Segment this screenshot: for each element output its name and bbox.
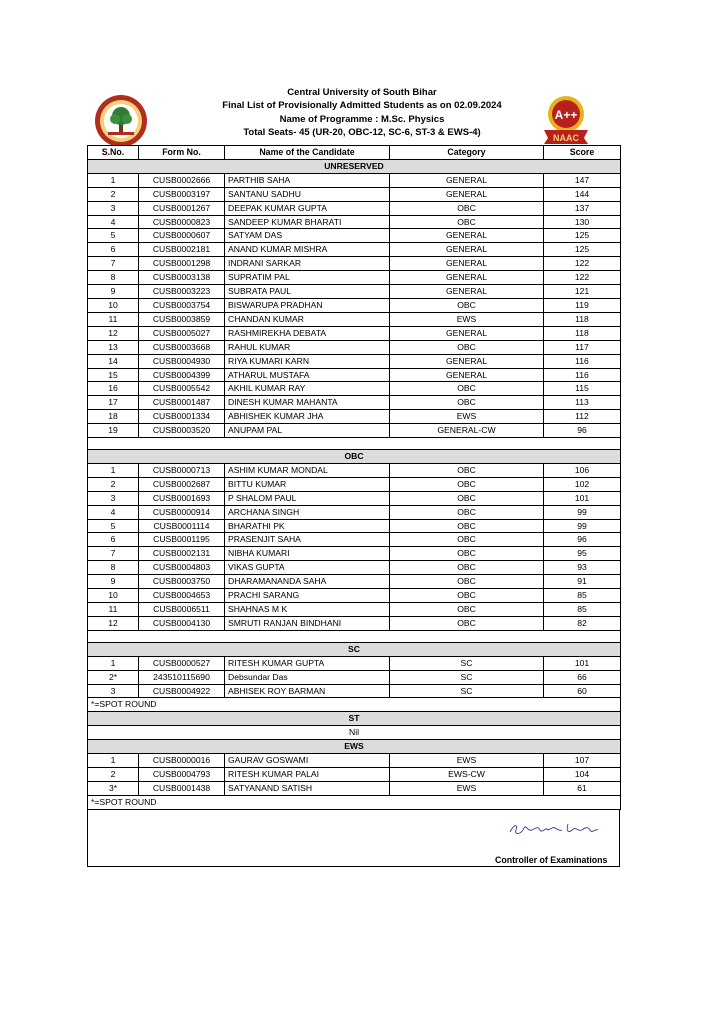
cell-name: AKHIL KUMAR RAY [225,382,390,396]
cell-form-no: CUSB0003223 [139,285,225,299]
table-row [88,215,621,229]
table-row [88,382,621,396]
table-row [88,533,621,547]
table-row [88,424,621,438]
cell-sno: 9 [88,575,139,589]
cell-name: INDRANI SARKAR [225,257,390,271]
cell-form-no: CUSB0006511 [139,603,225,617]
cell-score: 107 [544,754,621,768]
cell-category: OBC [390,616,544,630]
cell-category: GENERAL [390,187,544,201]
cell-form-no: CUSB0003520 [139,424,225,438]
cell-name: ARCHANA SINGH [225,505,390,519]
cell-score: 61 [544,781,621,795]
nil-cell: Nil [88,726,621,740]
cell-category: GENERAL [390,229,544,243]
cell-name: SATYAM DAS [225,229,390,243]
col-score: Score [544,146,621,160]
cell-form-no: CUSB0003750 [139,575,225,589]
cell-form-no: CUSB0002181 [139,243,225,257]
table-row [88,767,621,781]
spot-round-note: *=SPOT ROUND [88,795,621,809]
cell-form-no: CUSB0004803 [139,561,225,575]
table-row [88,229,621,243]
cell-category: OBC [390,201,544,215]
cell-form-no: CUSB0000527 [139,656,225,670]
cell-score: 119 [544,298,621,312]
cell-category: GENERAL [390,285,544,299]
cell-sno: 3 [88,684,139,698]
cell-category: GENERAL [390,257,544,271]
cell-category: OBC [390,561,544,575]
cell-score: 101 [544,656,621,670]
cell-score: 104 [544,767,621,781]
cell-name: VIKAS GUPTA [225,561,390,575]
cell-score: 85 [544,589,621,603]
cell-form-no: CUSB0000914 [139,505,225,519]
cell-name: RASHMIREKHA DEBATA [225,326,390,340]
cell-score: 130 [544,215,621,229]
cell-name: SMRUTI RANJAN BINDHANI [225,616,390,630]
naac-label: NAAC [553,133,579,143]
cell-sno: 7 [88,547,139,561]
table-row [88,354,621,368]
cell-name: P SHALOM PAUL [225,491,390,505]
naac-grade: A++ [554,108,578,122]
table-row [88,726,621,740]
cell-name: ABHISHEK KUMAR JHA [225,410,390,424]
cell-form-no: CUSB0001693 [139,491,225,505]
cell-name: SANTANU SADHU [225,187,390,201]
table-row [88,684,621,698]
cell-category: SC [390,656,544,670]
table-row [88,463,621,477]
cell-name: DINESH KUMAR MAHANTA [225,396,390,410]
cell-score: 96 [544,424,621,438]
cell-sno: 11 [88,603,139,617]
table-row [88,326,621,340]
cell-form-no: CUSB0001487 [139,396,225,410]
cell-form-no: CUSB0003668 [139,340,225,354]
cell-name: PRASENJIT SAHA [225,533,390,547]
cell-category: EWS [390,781,544,795]
cell-form-no: CUSB0004922 [139,684,225,698]
cell-sno: 5 [88,519,139,533]
cell-sno: 7 [88,257,139,271]
spot-round-note: *=SPOT ROUND [88,698,621,712]
table-header-row [88,146,621,160]
cell-score: 115 [544,382,621,396]
section-title: UNRESERVED [88,159,621,173]
cell-form-no: CUSB0003197 [139,187,225,201]
cell-score: 101 [544,491,621,505]
cell-form-no: CUSB0002666 [139,173,225,187]
cell-category: GENERAL [390,173,544,187]
section-title: EWS [88,740,621,754]
table-row [88,271,621,285]
cell-score: 96 [544,533,621,547]
cell-score: 122 [544,257,621,271]
section-title: SC [88,642,621,656]
cell-category: OBC [390,547,544,561]
cell-category: OBC [390,340,544,354]
cell-name: ATHARUL MUSTAFA [225,368,390,382]
cell-score: 147 [544,173,621,187]
cell-score: 118 [544,326,621,340]
cell-form-no: CUSB0000016 [139,754,225,768]
cell-sno: 8 [88,271,139,285]
cell-name: DEEPAK KUMAR GUPTA [225,201,390,215]
table-row [88,243,621,257]
cell-category: OBC [390,382,544,396]
programme-name: Name of Programme : M.Sc. Physics [279,113,445,125]
section-header-row [88,740,621,754]
cell-form-no: CUSB0004653 [139,589,225,603]
cell-score: 125 [544,229,621,243]
table-body [88,159,621,809]
table-row [88,410,621,424]
table-row [88,285,621,299]
university-logo [94,94,148,148]
cell-name: SUBRATA PAUL [225,285,390,299]
cell-name: BISWARUPA PRADHAN [225,298,390,312]
table-row [88,561,621,575]
cell-form-no: CUSB0000713 [139,463,225,477]
cell-form-no: CUSB0001195 [139,533,225,547]
cell-sno: 2 [88,187,139,201]
cell-name: RITESH KUMAR GUPTA [225,656,390,670]
table-row [88,312,621,326]
cell-sno: 4 [88,215,139,229]
cell-name: BITTU KUMAR [225,477,390,491]
cell-sno: 6 [88,243,139,257]
cell-score: 112 [544,410,621,424]
cell-sno: 3* [88,781,139,795]
cell-form-no: CUSB0003859 [139,312,225,326]
cell-sno: 8 [88,561,139,575]
cell-name: NIBHA KUMARI [225,547,390,561]
cell-name: ASHIM KUMAR MONDAL [225,463,390,477]
cell-sno: 13 [88,340,139,354]
cell-score: 93 [544,561,621,575]
cell-category: GENERAL [390,243,544,257]
cell-form-no: CUSB0004130 [139,616,225,630]
cell-category: OBC [390,575,544,589]
cell-sno: 15 [88,368,139,382]
table-row [88,187,621,201]
cell-score: 121 [544,285,621,299]
cell-category: GENERAL [390,271,544,285]
cell-category: SC [390,684,544,698]
cell-score: 125 [544,243,621,257]
list-title: Final List of Provisionally Admitted Students as on 02.09.2024 [222,100,502,112]
spacer-row [88,438,621,450]
section-header-row [88,159,621,173]
cell-score: 66 [544,670,621,684]
cell-score: 122 [544,271,621,285]
cell-score: 113 [544,396,621,410]
cell-category: GENERAL-CW [390,424,544,438]
table-row [88,616,621,630]
cell-sno: 2 [88,477,139,491]
cell-sno: 2 [88,767,139,781]
col-form-no: Form No. [139,146,225,160]
table-row [88,505,621,519]
table-row [88,656,621,670]
cell-category: GENERAL [390,354,544,368]
spacer-cell [88,630,621,642]
cell-category: OBC [390,533,544,547]
cell-category: OBC [390,396,544,410]
cell-name: DHARAMANANDA SAHA [225,575,390,589]
cell-sno: 9 [88,285,139,299]
cell-form-no: CUSB0000823 [139,215,225,229]
table-row [88,201,621,215]
cell-category: SC [390,670,544,684]
table-row [88,603,621,617]
cell-score: 106 [544,463,621,477]
section-title: OBC [88,450,621,464]
cell-name: CHANDAN KUMAR [225,312,390,326]
table-row [88,477,621,491]
cell-sno: 1 [88,754,139,768]
cell-score: 95 [544,547,621,561]
cell-sno: 1 [88,656,139,670]
cell-category: EWS [390,312,544,326]
cell-score: 118 [544,312,621,326]
cell-name: ABHISEK ROY BARMAN [225,684,390,698]
section-header-row [88,450,621,464]
cell-category: OBC [390,519,544,533]
cell-form-no: CUSB0004793 [139,767,225,781]
table-row [88,589,621,603]
admission-list-table [87,145,621,810]
note-row [88,795,621,809]
cell-form-no: CUSB0003138 [139,271,225,285]
cell-score: 116 [544,354,621,368]
table-row [88,754,621,768]
table-row [88,368,621,382]
cell-form-no: CUSB0001267 [139,201,225,215]
table-row [88,547,621,561]
col-sno: S.No. [88,146,139,160]
cell-score: 144 [544,187,621,201]
cell-sno: 19 [88,424,139,438]
cell-score: 117 [544,340,621,354]
cell-name: BHARATHI PK [225,519,390,533]
cell-name: SUPRATIM PAL [225,271,390,285]
section-title: ST [88,712,621,726]
cell-sno: 12 [88,326,139,340]
table-row [88,491,621,505]
cell-name: SHAHNAS M K [225,603,390,617]
cell-sno: 1 [88,463,139,477]
cell-form-no: CUSB0002131 [139,547,225,561]
cell-category: GENERAL [390,326,544,340]
cell-score: 91 [544,575,621,589]
cell-name: RIYA KUMARI KARN [225,354,390,368]
cell-sno: 12 [88,616,139,630]
cell-score: 116 [544,368,621,382]
cell-form-no: CUSB0001298 [139,257,225,271]
cell-score: 99 [544,519,621,533]
cell-score: 60 [544,684,621,698]
cell-form-no: CUSB0001114 [139,519,225,533]
cell-score: 99 [544,505,621,519]
note-row [88,698,621,712]
cell-score: 85 [544,603,621,617]
cell-sno: 1 [88,173,139,187]
cell-sno: 16 [88,382,139,396]
cell-form-no: CUSB0004399 [139,368,225,382]
controller-of-examinations: Controller of Examinations [495,855,608,865]
table-row [88,396,621,410]
cell-name: GAURAV GOSWAMI [225,754,390,768]
cell-category: OBC [390,477,544,491]
university-name: Central University of South Bihar [287,87,437,98]
cell-name: SATYANAND SATISH [225,781,390,795]
cell-form-no: CUSB0003754 [139,298,225,312]
cell-name: PRACHI SARANG [225,589,390,603]
naac-logo [538,92,594,148]
cell-category: OBC [390,505,544,519]
cell-score: 137 [544,201,621,215]
cell-sno: 17 [88,396,139,410]
cell-name: PARTHIB SAHA [225,173,390,187]
cell-sno: 5 [88,229,139,243]
cell-score: 102 [544,477,621,491]
cell-form-no: CUSB0004930 [139,354,225,368]
table-row [88,340,621,354]
cell-category: OBC [390,491,544,505]
cell-form-no: CUSB0002687 [139,477,225,491]
table-row [88,257,621,271]
cell-form-no: CUSB0005027 [139,326,225,340]
cell-sno: 14 [88,354,139,368]
cell-sno: 11 [88,312,139,326]
spacer-cell [88,438,621,450]
cell-form-no: CUSB0005542 [139,382,225,396]
cell-name: SANDEEP KUMAR BHARATI [225,215,390,229]
table-row [88,173,621,187]
col-candidate-name: Name of the Candidate [225,146,390,160]
cell-sno: 2* [88,670,139,684]
table-row [88,575,621,589]
cell-name: RAHUL KUMAR [225,340,390,354]
spacer-row [88,630,621,642]
cell-category: OBC [390,463,544,477]
cell-sno: 10 [88,298,139,312]
col-category: Category [390,146,544,160]
table-row [88,670,621,684]
table-row [88,298,621,312]
cell-category: EWS [390,754,544,768]
cell-form-no: CUSB0001334 [139,410,225,424]
table-row [88,781,621,795]
cell-category: OBC [390,215,544,229]
cell-sno: 3 [88,201,139,215]
cell-score: 82 [544,616,621,630]
cell-sno: 3 [88,491,139,505]
cell-category: EWS-CW [390,767,544,781]
cell-sno: 4 [88,505,139,519]
signature-image [508,818,600,840]
cell-category: OBC [390,589,544,603]
cell-category: OBC [390,298,544,312]
section-header-row [88,642,621,656]
cell-form-no: CUSB0001438 [139,781,225,795]
cell-name: Debsundar Das [225,670,390,684]
cell-form-no: 243510115690 [139,670,225,684]
table-row [88,519,621,533]
cell-sno: 6 [88,533,139,547]
cell-name: ANUPAM PAL [225,424,390,438]
cell-form-no: CUSB0000607 [139,229,225,243]
total-seats: Total Seats- 45 (UR-20, OBC-12, SC-6, ST-3 & EWS-4) [243,127,481,139]
cell-category: GENERAL [390,368,544,382]
cell-name: RITESH KUMAR PALAI [225,767,390,781]
section-header-row [88,712,621,726]
cell-category: EWS [390,410,544,424]
cell-sno: 18 [88,410,139,424]
cell-category: OBC [390,603,544,617]
cell-name: ANAND KUMAR MISHRA [225,243,390,257]
cell-sno: 10 [88,589,139,603]
